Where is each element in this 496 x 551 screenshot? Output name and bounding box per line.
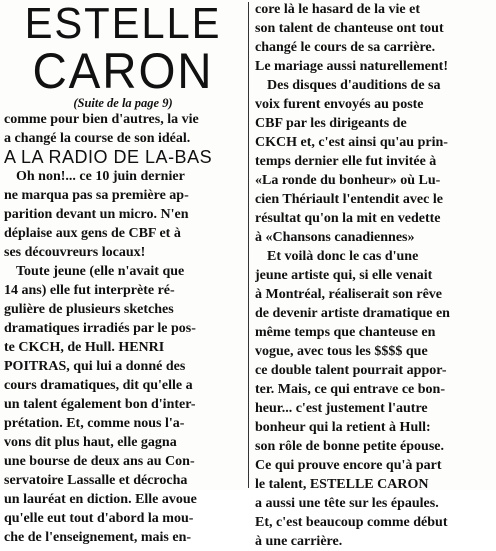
- left-paragraph-intro: [4, 110, 242, 148]
- text-line: gulière de plusieurs sketches: [4, 302, 174, 317]
- article-title-line-2: CARON: [32, 43, 214, 99]
- text-line: che de l'enseignement, mais en-: [4, 530, 192, 545]
- text-line: voix furent envoyés au poste: [255, 97, 424, 112]
- text-line: de devenir artiste dramatique en: [255, 306, 450, 321]
- text-line: ses découvreurs locaux!: [4, 245, 146, 260]
- text-line: ter. Mais, ce qui entrave ce bon-: [255, 382, 445, 397]
- text-line: parition devant un micro. N'en: [4, 207, 189, 222]
- text-line: Oh non!... ce 10 juin dernier: [16, 169, 185, 184]
- text-line: à une carrière.: [255, 534, 343, 549]
- text-line: son rôle de bonne petite épouse.: [255, 439, 444, 454]
- text-line: «La ronde du bonheur» où Lu-: [255, 173, 441, 188]
- text-line: ne marqua pas sa première ap-: [4, 188, 189, 203]
- text-line: CBF par les dirigeants de: [255, 116, 407, 131]
- text-line: comme pour bien d'autres, la vie: [4, 112, 199, 127]
- text-line: une bourse de deux ans au Con-: [4, 454, 195, 469]
- text-line: résultat qu'on la mit en vedette: [255, 211, 441, 226]
- text-line: te CKCH, de Hull. HENRI: [4, 340, 165, 355]
- text-line: temps dernier elle fut invitée à: [255, 154, 437, 169]
- text-line: cien Thériault l'entendit avec le: [255, 192, 443, 207]
- left-column: [4, 0, 242, 547]
- text-line: déplaise aux gens de CBF et à: [4, 226, 181, 241]
- text-line: Ce qui prouve encore qu'à part: [255, 458, 442, 473]
- text-line: son talent de chanteuse ont tout: [255, 21, 444, 36]
- text-line: qu'elle eut tout d'abord la mou-: [4, 511, 194, 526]
- text-line: servatoire Lassalle et décrocha: [4, 473, 188, 488]
- section-subheading: A LA RADIO DE LA-BAS: [4, 147, 213, 167]
- text-line: Des disques d'auditions de sa: [267, 78, 441, 93]
- text-line: core là le hasard de la vie et: [255, 2, 420, 17]
- text-line: vogue, avec tous les $$$$ que: [255, 344, 428, 359]
- text-line: prétation. Et, comme nous l'a-: [4, 416, 185, 431]
- text-line: à Montréal, réaliserait son rêve: [255, 287, 442, 302]
- column-divider: [248, 2, 249, 488]
- text-line: changé le cours de sa carrière.: [255, 40, 436, 55]
- text-line: le talent, ESTELLE CARON: [255, 477, 429, 492]
- text-line: Toute jeune (elle n'avait que: [16, 264, 185, 279]
- text-line: 14 ans) elle fut interprète ré-: [4, 283, 175, 298]
- text-line: un lauréat en diction. Elle avoue: [4, 492, 197, 507]
- text-line: a changé la course de son idéal.: [4, 131, 191, 146]
- text-line: bonheur qui la retient à Hull:: [255, 420, 431, 435]
- continuation-note: (Suite de la page 9): [73, 96, 173, 110]
- right-paragraphs: [255, 0, 493, 551]
- text-line: CKCH et, c'est ainsi qu'au prin-: [255, 135, 448, 150]
- text-line: Le mariage aussi naturellement!: [255, 59, 448, 74]
- left-paragraph-body: [4, 167, 242, 547]
- right-column: [255, 0, 493, 551]
- text-line: ce double talent pourrait appor-: [255, 363, 447, 378]
- text-line: même temps que chanteuse en: [255, 325, 436, 340]
- text-line: a aussi une tête sur les épaules.: [255, 496, 439, 511]
- text-line: jeune artiste qui, si elle venait: [255, 268, 433, 283]
- text-line: POITRAS, qui lui a donné des: [4, 359, 186, 374]
- text-line: dramatiques irradiés par le pos-: [4, 321, 196, 336]
- text-line: heur... c'est justement l'autre: [255, 401, 428, 416]
- text-line: à «Chansons canadiennes»: [255, 230, 415, 245]
- text-line: cours dramatiques, dit qu'elle a: [4, 378, 193, 393]
- text-line: Et voilà donc le cas d'une: [267, 249, 419, 264]
- text-line: un talent également bon d'inter-: [4, 397, 196, 412]
- article-title-line-1: ESTELLE: [24, 0, 222, 48]
- text-line: Et, c'est beaucoup comme début: [255, 515, 448, 530]
- text-line: vons dit plus haut, elle gagna: [4, 435, 177, 450]
